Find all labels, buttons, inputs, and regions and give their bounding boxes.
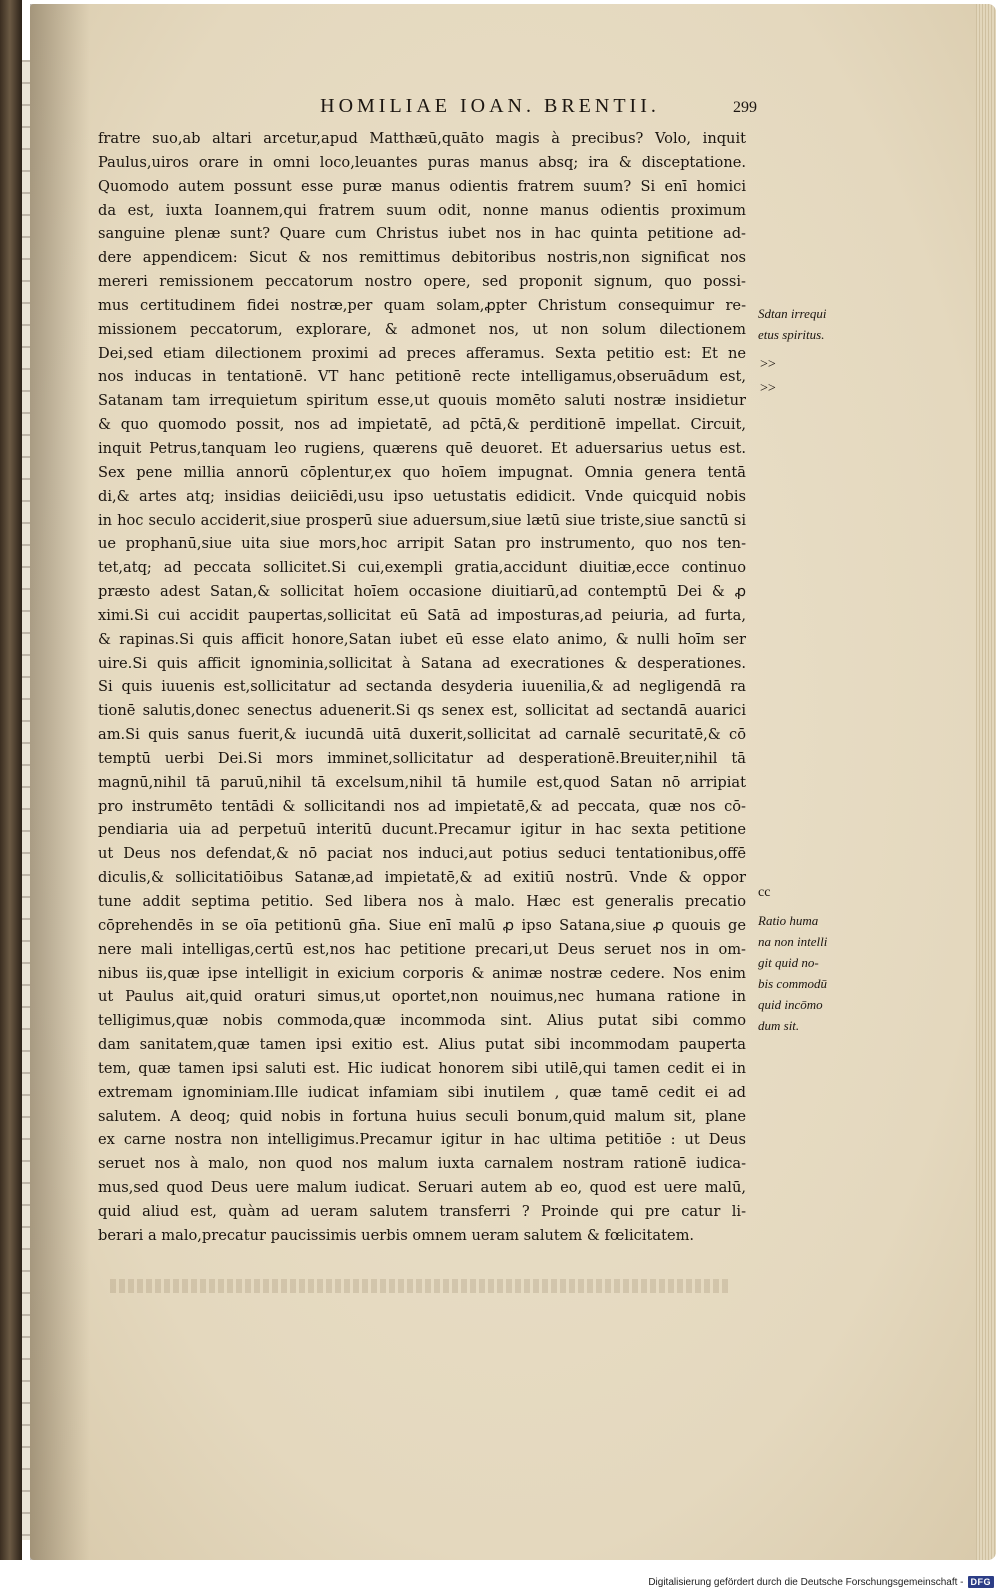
text-line: Satanam tam irrequietum spiritum esse,ut quouis momēto saluti nostræ insidietur <box>98 392 746 410</box>
marginal-line: dum sit. <box>758 1018 800 1033</box>
text-line: magnū,nihil tā paruū,nihil tā excelsum,nihil tā humile est,quod Satan nō arripiat <box>98 773 746 791</box>
text-line: dere appendicem: Sicut & nos remittimus debitoribus nostris,non significat nos <box>98 249 746 267</box>
book-spine-edge <box>0 0 22 1560</box>
text-line: Dei,sed etiam dilectionem proximi ad preces afferamus. Sexta petitio est: Et ne <box>98 344 746 362</box>
text-line: Si quis iuuenis est,sollicitatur ad sectanda desyderia iuuenilia,& ad negligendā ra <box>98 678 746 696</box>
credit-text: Digitalisierung gefördert durch die Deutsche Forschungsgemeinschaft - <box>648 1576 964 1588</box>
text-line: seruet nos à malo, non quod nos malum iuxta carnalem nostram rationē iudica- <box>98 1155 746 1173</box>
text-line: nibus iis,quæ ipse intelligit in exicium corporis & animæ nostræ cedere. Nos enim <box>98 964 746 982</box>
text-line: tet,atq; ad peccata sollicitet.Si cui,exempli gratia,accidunt diuitiæ,ecce continuo <box>98 559 746 577</box>
text-line: uire.Si quis afficit ignominia,sollicitat à Satana ad execrationes & desperationes. <box>98 654 746 672</box>
marginal-line: quid incōmo <box>758 997 823 1012</box>
text-line: inquit Petrus,tanquam leo rugiens, quærens quē deuoret. Et aduersarius uetus est. <box>98 439 746 457</box>
marginal-line: Sdtan irrequi <box>758 306 827 321</box>
gutter-shadow <box>30 4 90 1560</box>
marginal-note-satan <box>758 303 827 345</box>
dfg-logo: DFG <box>968 1576 995 1588</box>
digitization-credit <box>648 1576 994 1588</box>
text-line: ue prophanū,siue uita siue mors,hoc arripit Satan pro instrumento, quo nos ten- <box>98 535 746 553</box>
text-line: mereri remissionem peccatorum nostro opere, sed proponit signum, quo possi- <box>98 273 746 291</box>
main-text-block <box>98 127 746 1248</box>
text-line: ex carne nostra non intelligimus.Precamur igitur in hac ultima petitiōe : ut Deus <box>98 1131 746 1149</box>
text-line: diculis,& sollicitatiōibus Satanæ,ad impietatē,& ad exitiū nostrū. Vnde & oppor <box>98 869 746 887</box>
text-line: di,& artes atq; insidias deiiciēdi,usu ipso uetustatis edidicit. Vnde quicquid nobis <box>98 487 746 505</box>
marginal-line: bis commodū <box>758 976 827 991</box>
text-line: pendiaria uia ad perpetuū interitū ducunt.Precamur igitur in hac sexta petitione <box>98 821 746 839</box>
text-line: quid aliud est, quàm ad ueram salutem transferri ? Proinde qui pre catur li- <box>98 1202 746 1220</box>
text-line: in hoc seculo acciderit,siue prosperū siue aduersum,siue lætū siue triste,siue sanctū si <box>98 511 746 529</box>
running-head: HOMILIAE IOAN. BRENTII. <box>320 95 660 117</box>
text-line: dam sanitatem,quæ tamen ipsi exitio est. Alius putat sibi incommodam pauperta <box>98 1036 746 1054</box>
text-line: cōprehendēs in se oīa petitionū gn̄a. Siue enī malū ꝓ ipso Satana,siue ꝓ quouis ge <box>98 916 746 934</box>
text-line: berari a malo,precatur paucissimis uerbis omnem ueram salutem & fœlicitatem. <box>98 1226 695 1244</box>
folio-number: 299 <box>733 99 757 116</box>
text-line: & quo quomodo possit, nos ad impietatē, ad pc̄tā,& perditionē impellat. Circuit, <box>98 416 746 434</box>
text-line: telligimus,quæ nobis commoda,quæ incommoda sint. Alius putat sibi commo <box>98 1012 746 1030</box>
text-line: tune addit septima petitio. Sed libera nos à malo. Hæc est generalis precatio <box>98 893 746 910</box>
text-line: Quomodo autem possunt esse puræ manus odientis fratrem suum? Si enī homici <box>98 177 746 195</box>
text-line: nere mali intelligas,certū est,nos hac petitione precari,ut Deus seruet nos in om- <box>98 940 746 958</box>
quote-mark: >> <box>760 381 776 396</box>
ink-offset-ghost <box>110 1279 730 1293</box>
text-line: sanguine plenæ sunt? Quare cum Christus iubet nos in hac quinta petitione ad- <box>98 225 746 243</box>
marginal-line: na non intelli <box>758 934 828 949</box>
quote-mark: >> <box>760 357 776 372</box>
marginal-line: Ratio huma <box>758 913 819 928</box>
text-line: pro instrumēto tentādi & sollicitandi nos ad impietatē,& ad peccata, quæ nos cō- <box>98 797 746 815</box>
quote-mark: cc <box>758 885 771 900</box>
text-line: ut Deus nos defendat,& nō paciat nos induci,aut potius seduci tentationibus,offē <box>98 845 746 863</box>
text-line: Paulus,uiros orare in omni loco,leuantes puras manus absq; ira & disceptatione. <box>98 153 746 171</box>
marginal-line: etus spiritus. <box>758 327 825 342</box>
text-line: ut Paulus ait,quid oraturi simus,ut oportet,non nouimus,nec humana ratione in <box>98 988 746 1006</box>
text-line: tionē salutis,donec senectus aduenerit.Si qs senex est, sollicitat ad sectandā auarici <box>98 702 746 720</box>
text-line: tem, quæ tamen ipsi saluti est. Hic iudicat honorem sibi utilē,qui tamen cedit ei in <box>98 1059 746 1077</box>
text-line: extremam ignominiam.Ille iudicat infamiam sibi inutilem , quæ tamē cedit ei ad <box>98 1083 746 1101</box>
text-line: mus certitudinem fidei nostræ,per quam solam,ꝓpter Christum consequimur re- <box>98 296 746 314</box>
text-line: fratre suo,ab altari arcetur,apud Matthæū,quāto magis à precibus? Volo, inquit <box>98 130 746 147</box>
marginal-line: git quid no- <box>758 955 819 970</box>
text-line: salutem. A deoq; quid nobis in fortuna huius seculi bonum,quid malum sit, plane <box>98 1107 746 1125</box>
text-line: mus,sed quod Deus uere malum iudicat. Seruari autem ab eo, quod est uere malū, <box>98 1179 746 1197</box>
text-line: missionem peccatorum, explorare, & admonet nos, ut non solum dilectionem <box>98 320 746 338</box>
text-line: temptū uerbi Dei.Si mors imminet,sollicitatur ad desperationē.Breuiter,nihil tā <box>98 749 746 767</box>
marginal-note-ratio <box>758 910 827 1036</box>
text-line: nos inducas in tentationē. VT hanc petitionē recte intelligamus,obseruādum est, <box>98 368 746 386</box>
text-line: & rapinas.Si quis afficit honore,Satan iubet eū esse elato animo, & nulli hoīm ser <box>98 630 746 648</box>
text-line: da est, iuxta Ioannem,qui fratrem suum odit, nonne manus odientis proximum <box>98 201 746 219</box>
text-line: ximi.Si cui accidit paupertas,sollicitat eū Satā ad imposturas,ad peiuria, ad furta, <box>98 606 746 624</box>
text-line: præsto adest Satan,& sollicitat hoīem occasione diuitiarū,ad contemptū Dei & ꝓ <box>98 583 746 601</box>
text-line: am.Si quis sanus fuerit,& iucundā uitā duxerit,sollicitat ad carnalē securitatē,& cō <box>98 726 746 744</box>
text-line: Sex pene millia annorū cōplentur,ex quo hoīem impugnat. Omnia genera tentā <box>98 463 746 481</box>
page-fore-edge <box>976 4 996 1560</box>
